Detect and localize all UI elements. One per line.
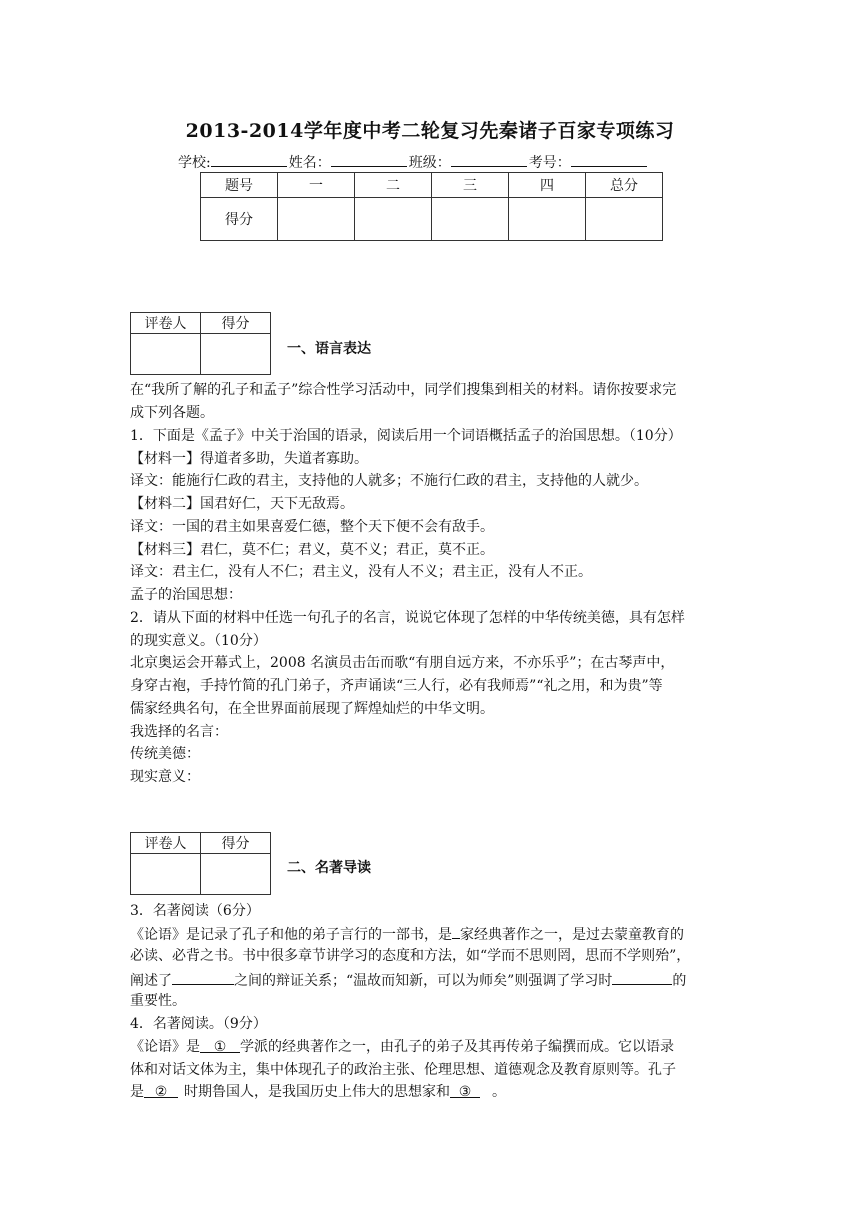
- answer-prompt: 现实意义：: [130, 769, 200, 785]
- text-span: 《论语》是: [130, 1039, 200, 1055]
- fill-blank[interactable]: ②: [144, 1081, 178, 1098]
- text-line: [130, 1036, 730, 1059]
- grader-score-label: 得分: [201, 313, 271, 334]
- text-line: 儒家经典名句，在全世界面前展现了辉煌灿烂的中华文明。: [130, 701, 494, 717]
- section-heading: 二、名著导读: [287, 860, 371, 876]
- score-header-cell: 总分: [586, 173, 663, 198]
- school-label: 学校:: [178, 155, 211, 171]
- grader-cell[interactable]: [131, 334, 201, 375]
- score-header-cell: 题号: [201, 173, 278, 198]
- question-1: 1．下面是《孟子》中关于治国的语录，阅读后用一个词语概括孟子的治国思想。（10分）: [130, 428, 682, 444]
- class-blank: [451, 152, 527, 167]
- name-label: 姓名：: [288, 155, 331, 171]
- grader-label: 评卷人: [131, 833, 201, 854]
- fill-blank[interactable]: ③: [450, 1081, 480, 1098]
- grader-box: [130, 312, 271, 375]
- grader-score-cell[interactable]: [201, 334, 271, 375]
- exam-no-blank: [571, 152, 647, 167]
- question-4: 4．名著阅读。（9分）: [130, 1016, 267, 1032]
- fill-blank[interactable]: [612, 968, 672, 985]
- question-2: 2．请从下面的材料中任选一句孔子的名言，说说它体现了怎样的中华传统美德，具有怎样: [130, 610, 685, 626]
- text-span: 学派的经典著作之一，由孔子的弟子及其再传弟子编撰而成。它以语录: [240, 1039, 674, 1055]
- fill-blank[interactable]: [172, 968, 234, 985]
- score-header-cell: 三: [432, 173, 509, 198]
- material-2: 【材料二】国君好仁，天下无敌焉。: [130, 496, 354, 512]
- grader-score-label: 得分: [201, 833, 271, 854]
- text-line: 必读、必背之书。书中很多章节讲学习的态度和方法，如“学而不思则罔，思而不学则殆”，: [130, 948, 691, 964]
- text-span: 时期鲁国人，是我国历史上伟大的思想家和: [184, 1084, 450, 1100]
- score-header-cell: 二: [355, 173, 432, 198]
- answer-prompt: 我选择的名言：: [130, 724, 228, 740]
- translation-3: 译文：君主仁，没有人不仁；君主义，没有人不义；君主正，没有人不正。: [130, 564, 592, 580]
- class-label: 班级：: [408, 155, 451, 171]
- section-heading: 一、语言表达: [287, 341, 371, 357]
- score-table: [200, 172, 663, 241]
- score-cell[interactable]: [432, 198, 509, 241]
- school-blank: [211, 152, 287, 167]
- text-span: 。: [492, 1084, 506, 1100]
- text-line: 的现实意义。（10分）: [130, 633, 267, 649]
- text-line: [130, 968, 730, 993]
- score-row-label: 得分: [201, 198, 278, 241]
- text-span: 之间的辩证关系；“温故而知新，可以为师矣”则强调了学习时: [234, 973, 613, 989]
- page-title: 2013-2014学年度中考二轮复习先秦诸子百家专项练习: [185, 120, 675, 142]
- translation-1: 译文：能施行仁政的君主，支持他的人就多；不施行仁政的君主，支持他的人就少。: [130, 473, 648, 489]
- text-line: 北京奥运会开幕式上，2008 名演员击缶而歌“有朋自远方来，不亦乐乎”；在古琴声中，: [130, 655, 675, 671]
- grader-score-cell[interactable]: [201, 854, 271, 895]
- text-line: 体和对话文体为主，集中体现孔子的政治主张、伦理思想、道德观念及教育原则等。孔子: [130, 1062, 676, 1078]
- question-3: 3．名著阅读（6分）: [130, 903, 260, 919]
- exam-no-label: 考号：: [528, 155, 571, 171]
- text-span: 阐述了: [130, 973, 172, 989]
- text-line: 重要性。: [130, 993, 186, 1009]
- text-span: 家经典著作之一，是过去蒙童教育的: [460, 927, 684, 943]
- answer-prompt: 传统美德：: [130, 746, 200, 762]
- student-info-line: [178, 152, 649, 172]
- text-line: [130, 1081, 730, 1104]
- answer-prompt: 孟子的治国思想：: [130, 587, 242, 603]
- text-span: 的: [672, 973, 687, 989]
- text-line: 在“我所了解的孔子和孟子”综合性学习活动中，同学们搜集到相关的材料。请你按要求完: [130, 382, 677, 398]
- text-span: 是: [130, 1084, 144, 1100]
- grader-cell[interactable]: [131, 854, 201, 895]
- material-3: 【材料三】君仁，莫不仁；君义，莫不义；君正，莫不正。: [130, 542, 494, 558]
- grader-box: [130, 832, 271, 895]
- score-header-cell: 一: [278, 173, 355, 198]
- score-cell[interactable]: [278, 198, 355, 241]
- translation-2: 译文：一国的君主如果喜爱仁德，整个天下便不会有敌手。: [130, 519, 494, 535]
- score-cell[interactable]: [586, 198, 663, 241]
- grader-label: 评卷人: [131, 313, 201, 334]
- score-cell[interactable]: [355, 198, 432, 241]
- score-cell[interactable]: [509, 198, 586, 241]
- text-line: 成下列各题。: [130, 405, 214, 421]
- fill-blank[interactable]: ①: [200, 1036, 240, 1053]
- name-blank: [331, 152, 407, 167]
- material-1: 【材料一】得道者多助，失道者寡助。: [130, 451, 368, 467]
- text-line: [130, 922, 730, 947]
- text-span: 《论语》是记录了孔子和他的弟子言行的一部书，是: [130, 927, 452, 943]
- fill-blank[interactable]: [452, 922, 460, 939]
- text-line: 身穿古袍，手持竹简的孔门弟子，齐声诵读“三人行，必有我师焉”“礼之用，和为贵”等: [130, 678, 663, 694]
- score-header-cell: 四: [509, 173, 586, 198]
